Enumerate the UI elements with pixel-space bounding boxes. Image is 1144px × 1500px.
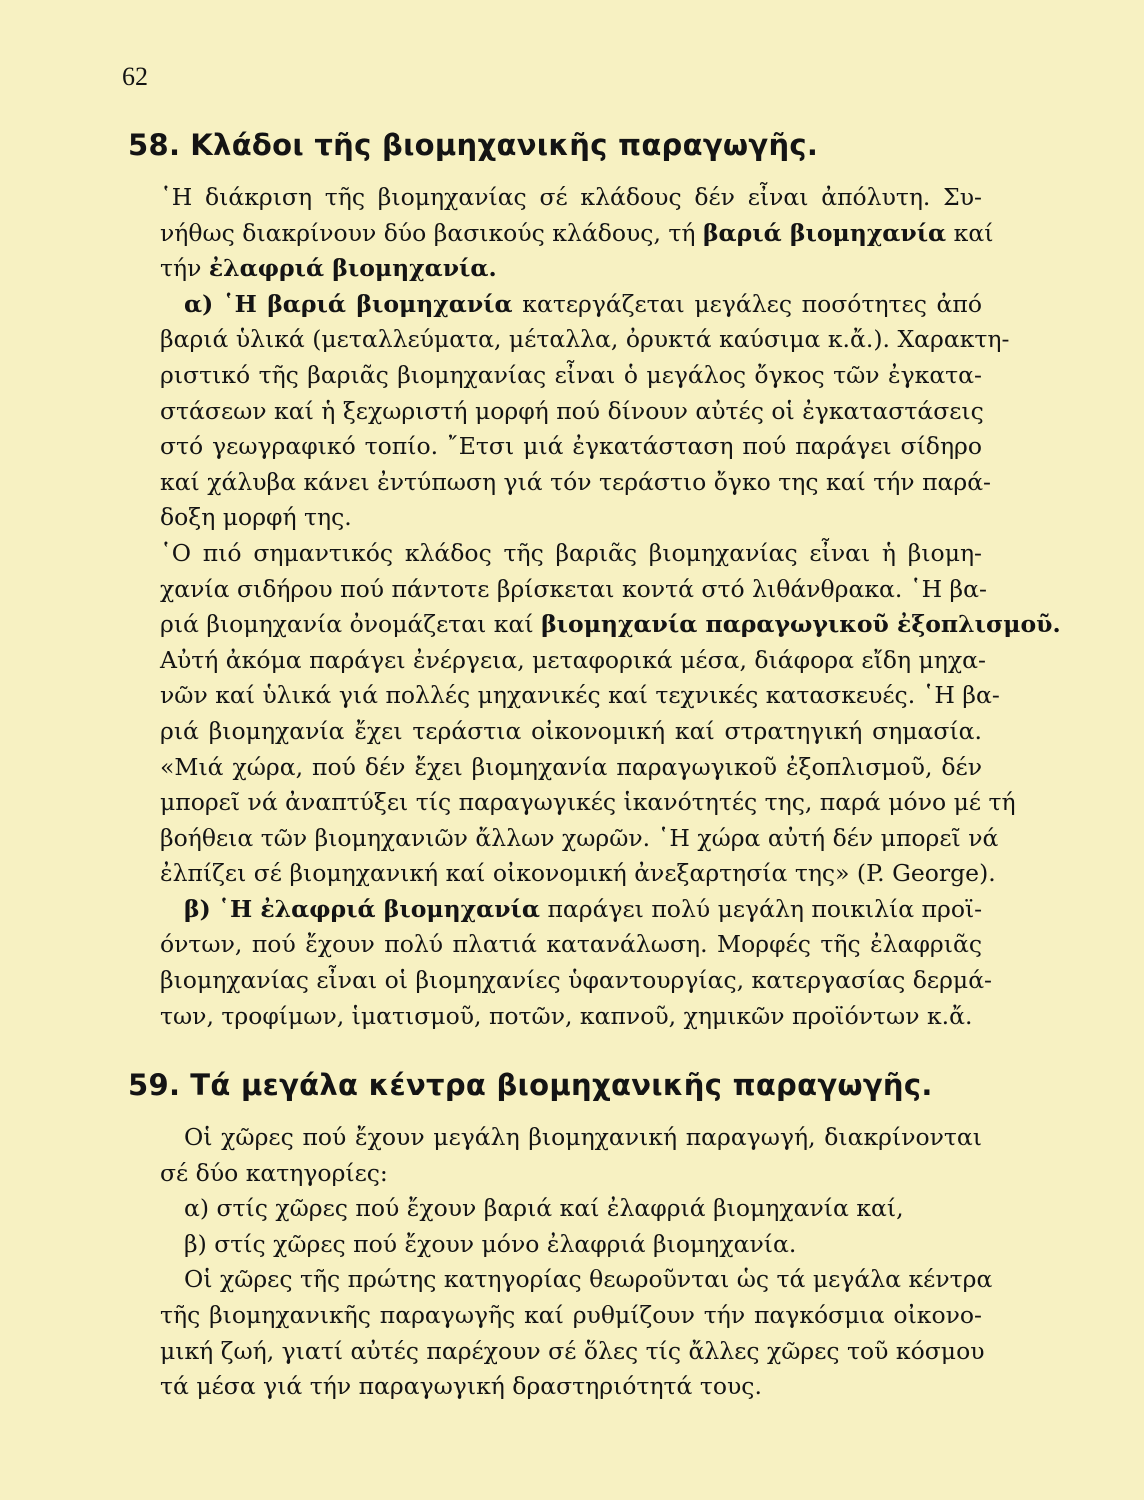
text-line: χανία σιδήρου πού πάντοτε βρίσκεται κοντά στό λιθάνθρακα. ῾Η βα- xyxy=(160,574,987,603)
section-58-number: 58. xyxy=(128,128,181,162)
text-line: όντων, πού ἔχουν πολύ πλατιά κατανάλωση. Μορφές τῆς ἐλαφριᾶς xyxy=(160,930,982,959)
section-59-number: 59. xyxy=(128,1068,181,1102)
text-line: ριστικό τῆς βαριᾶς βιομηχανίας εἶναι ὁ μεγάλος ὄγκος τῶν ἐγκατα- xyxy=(160,360,982,389)
text-line: βιομηχανίας εἶναι οἱ βιομηχανίες ὑφαντουργίας, κατεργασίας δερμά- xyxy=(160,966,993,995)
text-line: «Μιά χώρα, πού δέν ἔχει βιομηχανία παραγωγικοῦ ἐξοπλισμοῦ, δέν xyxy=(160,752,982,781)
text-line: βαριά ὑλικά (μεταλλεύματα, μέταλλα, ὀρυκτά καύσιμα κ.ἄ.). Χαρακτη- xyxy=(160,325,1010,354)
text-line: των, τροφίμων, ἱματισμοῦ, ποτῶν, καπνοῦ, χημικῶν προϊόντων κ.ἄ. xyxy=(160,1001,973,1030)
text-line: σέ δύο κατηγορίες: xyxy=(160,1158,388,1187)
bold-term: ῾Η βαριά βιομηχανία xyxy=(222,289,513,318)
text-line: β) ῾Η ἐλαφριά βιομηχανία παράγει πολύ μεγάλη ποικιλία προϊ- xyxy=(184,894,983,923)
text-line: τῆς βιομηχανικῆς παραγωγῆς καί ρυθμίζουν τήν παγκόσμια οἰκονο- xyxy=(160,1300,982,1329)
text-line: καί χάλυβα κάνει ἐντύπωση γιά τόν τεράστιο ὄγκο της καί τήν παρά- xyxy=(160,467,992,496)
text-line: Οἱ χῶρες τῆς πρώτης κατηγορίας θεωροῦνται ὡς τά μεγάλα κέντρα xyxy=(184,1265,993,1294)
bold-term: ῾Η ἐλαφριά βιομηχανία xyxy=(218,894,540,923)
section-58-body xyxy=(160,180,1061,1034)
section-59-body xyxy=(160,1120,993,1405)
text-line: στό γεωγραφικό τοπίο. ῎Ετσι μιά ἐγκατάσταση πού παράγει σίδηρο xyxy=(160,432,982,461)
section-58-heading xyxy=(128,128,988,162)
bold-term: βιομηχανία παραγωγικοῦ ἐξοπλισμοῦ. xyxy=(541,610,1061,639)
text-line: δοξη μορφή της. xyxy=(160,503,352,532)
section-58-title: Κλάδοι τῆς βιομηχανικῆς παραγωγῆς. xyxy=(190,128,819,162)
section-59-heading xyxy=(128,1068,988,1102)
text-line: βοήθεια τῶν βιομηχανιῶν ἄλλων χωρῶν. ῾Η χώρα αὐτή δέν μπορεῖ νά xyxy=(160,823,999,852)
text-line: ἐλπίζει σέ βιομηχανική καί οἰκονομική ἀνεξαρτησία της» (P. George). xyxy=(160,859,996,888)
bold-term: βαριά βιομηχανία xyxy=(702,218,947,247)
text-line: ῾Ο πιό σημαντικός κλάδος τῆς βαριᾶς βιομηχανίας εἶναι ἡ βιομη- xyxy=(160,538,982,567)
text-line: Οἱ χῶρες πού ἔχουν μεγάλη βιομηχανική παραγωγή, διακρίνονται xyxy=(184,1123,982,1151)
text-line: τά μέσα γιά τήν παραγωγική δραστηριότητά τους. xyxy=(160,1372,762,1401)
text-line: νῶν καί ὑλικά γιά πολλές μηχανικές καί τεχνικές κατασκευές. ῾Η βα- xyxy=(160,681,1000,710)
text-line: ῾Η διάκριση τῆς βιομηχανίας σέ κλάδους δέν εἶναι ἀπόλυτη. Συ- xyxy=(160,183,982,211)
text-line: μική ζωή, γιατί αὐτές παρέχουν σέ ὅλες τίς ἄλλες χῶρες τοῦ κόσμου xyxy=(160,1336,985,1365)
text-line: α) στίς χῶρες πού ἔχουν βαριά καί ἐλαφριά βιομηχανία καί, xyxy=(184,1194,904,1223)
text-line: νήθως διακρίνουν δύο βασικούς κλάδους, τή βαριά βιομηχανία καί xyxy=(160,218,994,247)
text-line: μπορεῖ νά ἀναπτύξει τίς παραγωγικές ἱκανότητές της, παρά μόνο μέ τή xyxy=(160,788,1016,817)
text-line: ριά βιομηχανία ἔχει τεράστια οἰκονομική καί στρατηγική σημασία. xyxy=(160,716,982,745)
text-line: στάσεων καί ἡ ξεχωριστή μορφή πού δίνουν αὐτές οἱ ἐγκαταστάσεις xyxy=(160,396,984,425)
section-59-title: Τά μεγάλα κέντρα βιομηχανικῆς παραγωγῆς. xyxy=(190,1068,933,1102)
text-line: τήν ἐλαφριά βιομηχανία. xyxy=(160,254,497,283)
bold-term: ἐλαφριά βιομηχανία. xyxy=(208,254,497,283)
page-number: 62 xyxy=(122,62,148,91)
text-line: Αὐτή ἀκόμα παράγει ἐνέργεια, μεταφορικά μέσα, διάφορα εἴδη μηχα- xyxy=(160,645,986,674)
text-line: β) στίς χῶρες πού ἔχουν μόνο ἐλαφριά βιομηχανία. xyxy=(184,1229,797,1258)
text-line: α) ῾Η βαριά βιομηχανία κατεργάζεται μεγάλες ποσότητες ἀπό xyxy=(184,289,982,318)
text-line: ριά βιομηχανία ὀνομάζεται καί βιομηχανία παραγωγικοῦ ἐξοπλισμοῦ. xyxy=(160,610,1061,639)
